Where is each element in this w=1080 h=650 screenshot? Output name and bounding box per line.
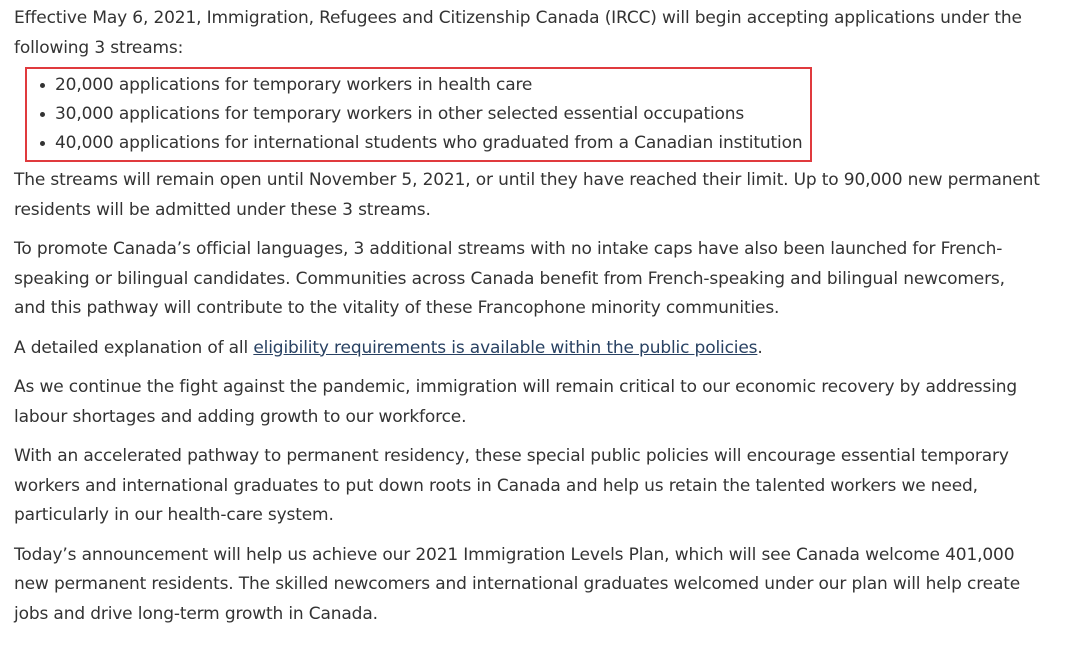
eligibility-suffix: . bbox=[757, 337, 763, 358]
streams-highlight-box bbox=[25, 67, 812, 162]
streams-list bbox=[39, 71, 802, 158]
stream-item-health-care: 20,000 applications for temporary workers in health care bbox=[39, 71, 802, 100]
stream-item-international-students: 40,000 applications for international students who graduated from a Canadian institution bbox=[39, 129, 802, 158]
streams-open-paragraph: The streams will remain open until November 5, 2021, or until they have reached their limit. Up to 90,000 new permanent residents will be admitted under these 3 streams. bbox=[14, 170, 1040, 220]
eligibility-paragraph bbox=[14, 334, 1040, 364]
intro-paragraph: Effective May 6, 2021, Immigration, Refugees and Citizenship Canada (IRCC) will begin accepting applications under the following 3 streams: bbox=[14, 8, 1022, 58]
official-languages-paragraph: To promote Canada’s official languages, 3 additional streams with no intake caps have also been launched for French-speaking or bilingual candidates. Communities across Canada benefit from French-speaking and bilingual newcomers, and this pathway will contribute to the vitality of these Francophone minority communities. bbox=[14, 239, 1005, 318]
levels-plan-paragraph: Today’s announcement will help us achieve our 2021 Immigration Levels Plan, which will see Canada welcome 401,000 new permanent residents. The skilled newcomers and international graduates welcomed under our plan will help create jobs and drive long-term growth in Canada. bbox=[14, 544, 1021, 624]
pandemic-paragraph: As we continue the fight against the pandemic, immigration will remain critical to our economic recovery by addressing labour shortages and adding growth to our workforce. bbox=[14, 377, 1018, 427]
eligibility-prefix: A detailed explanation of all bbox=[14, 337, 254, 358]
eligibility-requirements-link[interactable]: eligibility requirements is available within the public policies bbox=[253, 337, 758, 358]
pathway-paragraph: With an accelerated pathway to permanent residency, these special public policies will encourage essential temporary workers and international graduates to put down roots in Canada and help us retain the talented workers we need, particularly in our health-care system. bbox=[14, 446, 1009, 525]
stream-item-essential-occupations: 30,000 applications for temporary workers in other selected essential occupations bbox=[39, 100, 802, 129]
